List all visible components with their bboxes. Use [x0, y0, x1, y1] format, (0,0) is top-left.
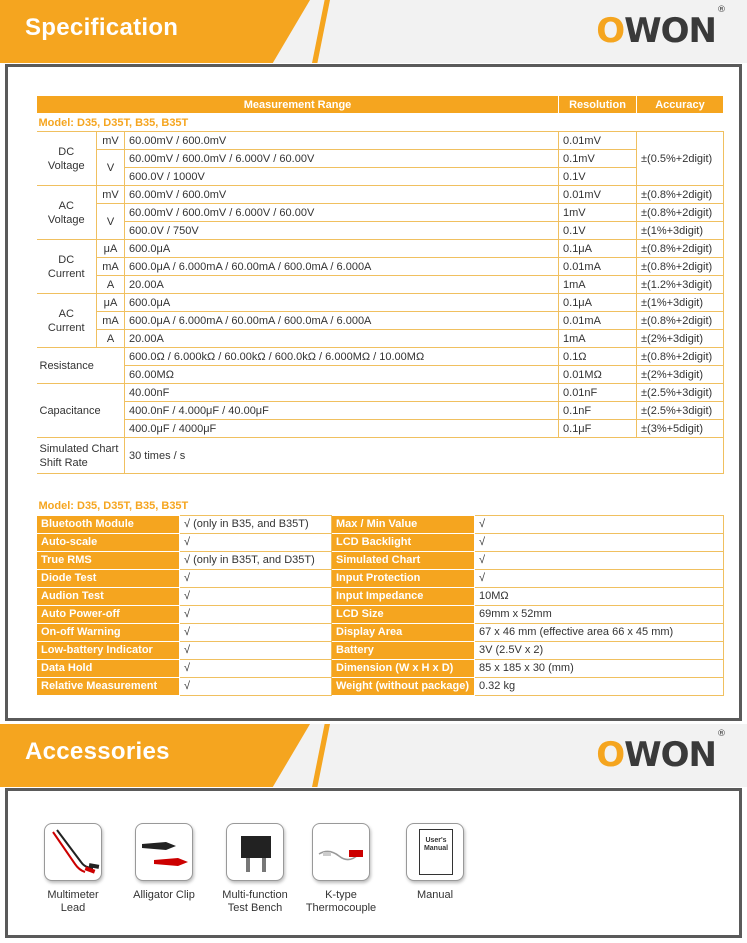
specification-panel: [5, 64, 742, 721]
feature-key: Relative Measurement: [37, 677, 180, 695]
feature-key: On-off Warning: [37, 623, 180, 641]
test-bench-icon: [226, 823, 284, 881]
feature-row: [37, 515, 724, 533]
header-range: Measurement Range: [37, 96, 559, 114]
feature-value: √: [475, 551, 724, 569]
owon-logo: OWON®: [596, 4, 725, 51]
feature-value: 67 x 46 mm (effective area 66 x 45 mm): [475, 623, 724, 641]
feature-key: Dimension (W x H x D): [332, 659, 475, 677]
test-lead-icon: [44, 823, 102, 881]
feature-value: √: [180, 587, 332, 605]
feature-key: Max / Min Value: [332, 515, 475, 533]
model-label-2: Model: D35, D35T, B35, B35T: [38, 499, 189, 512]
feature-key: Display Area: [332, 623, 475, 641]
dc-voltage-label: DC Voltage: [37, 132, 97, 186]
section-title: Accessories: [25, 738, 170, 765]
manual-icon: User's Manual: [406, 823, 464, 881]
feature-key: True RMS: [37, 551, 180, 569]
feature-key: Auto-scale: [37, 533, 180, 551]
ac-current-label: AC Current: [37, 294, 97, 348]
feature-row: [37, 587, 724, 605]
feature-row: [37, 533, 724, 551]
feature-value: √: [475, 533, 724, 551]
feature-value: 0.32 kg: [475, 677, 724, 695]
feature-value: 3V (2.5V x 2): [475, 641, 724, 659]
feature-key: Auto Power-off: [37, 605, 180, 623]
feature-key: Data Hold: [37, 659, 180, 677]
model-label: Model: D35, D35T, B35, B35T: [37, 114, 724, 132]
ac-voltage-label: AC Voltage: [37, 186, 97, 240]
feature-key: Weight (without package): [332, 677, 475, 695]
section-title: Specification: [25, 14, 179, 41]
feature-key: Battery: [332, 641, 475, 659]
specification-banner: [0, 0, 747, 63]
feature-table: [36, 497, 724, 696]
accessory-thermocouple: K-type Thermocouple: [296, 823, 386, 915]
feature-row: [37, 551, 724, 569]
feature-value: √: [180, 533, 332, 551]
resistance-label: Resistance: [37, 348, 125, 384]
feature-value: √: [180, 623, 332, 641]
header-accuracy: Accuracy: [637, 96, 724, 114]
owon-logo: OWON®: [596, 728, 725, 775]
feature-value: √: [475, 569, 724, 587]
feature-key: Bluetooth Module: [37, 515, 180, 533]
measurement-table: Measurement Range Resolution Accuracy Model: D35, D35T, B35, B35T DC Voltage mV 60.00mV / 600.0mV 0.01mV ±(0.5%+2digit) V 60.00mV / 600.0mV / 6.000V / 60.00V 0.1mV 600.0V / 1000V 0.1V AC Voltage mV 60.00mV / 600.0mV 0.01mV ±(0.8%+2digit) V 60.00mV / 600.0mV / 6.000V / 60.00V 1mV ±(0.8%+2digit) 600.0V / 750V 0.1V ±(1%+3digit) DC Current μA 600.0μA 0.1μA ±(0.8%+2digit) mA 600.0μA / 6.000mA / 60.00mA / 600.0mA / 6.000A 0.01mA ±(0.8%+2digit) A 20.00A 1mA ±(1.2%+3digit) AC Current μA 600.0μA 0.1μA ±(1%+3digit) mA 600.0μA / 6.000mA / 60.00mA / 600.0mA / 6.000A 0.01mA ±(0.8%+2digit) A 20.00A 1mA ±(2%+3digit) Resistance 600.0Ω / 6.000kΩ / 60.00kΩ / 600.0kΩ / 6.000MΩ / 10.00MΩ 0.1Ω ±(0.8%+2digit) 60.00MΩ 0.01MΩ ±(2%+3digit) Capacitance 40.00nF 0.01nF ±(2.5%+3digit) 400.0nF / 4.000μF / 40.00μF 0.1nF ±(2.5%+3digit) 400.0μF / 4000μF 0.1μF ±(3%+5digit) Simulated Chart Shift Rate 30 times / s: [36, 95, 724, 474]
feature-value: √: [475, 515, 724, 533]
feature-value: √: [180, 641, 332, 659]
feature-row: [37, 641, 724, 659]
feature-key: Audion Test: [37, 587, 180, 605]
accessory-alligator-clip: Alligator Clip: [119, 823, 209, 902]
shift-rate-label: Simulated Chart Shift Rate: [37, 438, 125, 474]
feature-row: [37, 605, 724, 623]
feature-value: 85 x 185 x 30 (mm): [475, 659, 724, 677]
feature-row: [37, 623, 724, 641]
feature-key: LCD Size: [332, 605, 475, 623]
feature-row: [37, 569, 724, 587]
feature-value: √: [180, 569, 332, 587]
dc-current-label: DC Current: [37, 240, 97, 294]
feature-value: 69mm x 52mm: [475, 605, 724, 623]
accessory-multimeter-lead: Multimeter Lead: [28, 823, 118, 915]
dc-voltage-accuracy: ±(0.5%+2digit): [637, 132, 724, 186]
feature-key: Low-battery Indicator: [37, 641, 180, 659]
feature-value: √: [180, 605, 332, 623]
feature-key: Input Protection: [332, 569, 475, 587]
feature-value: √: [180, 659, 332, 677]
feature-row: [37, 677, 724, 695]
feature-value: 10MΩ: [475, 587, 724, 605]
alligator-clip-icon: [135, 823, 193, 881]
feature-value: √: [180, 677, 332, 695]
feature-key: Simulated Chart: [332, 551, 475, 569]
feature-key: Diode Test: [37, 569, 180, 587]
feature-key: LCD Backlight: [332, 533, 475, 551]
feature-key: Input Impedance: [332, 587, 475, 605]
accessories-banner: [0, 724, 747, 787]
thermocouple-icon: [312, 823, 370, 881]
feature-row: [37, 659, 724, 677]
header-resolution: Resolution: [559, 96, 637, 114]
shift-rate-value: 30 times / s: [125, 438, 724, 474]
capacitance-label: Capacitance: [37, 384, 125, 438]
accessory-test-bench: Multi-function Test Bench: [210, 823, 300, 915]
accessory-manual: User's Manual Manual: [390, 823, 480, 902]
accessories-panel: [5, 788, 742, 938]
feature-value: √ (only in B35, and B35T): [180, 515, 332, 533]
feature-value: √ (only in B35T, and D35T): [180, 551, 332, 569]
